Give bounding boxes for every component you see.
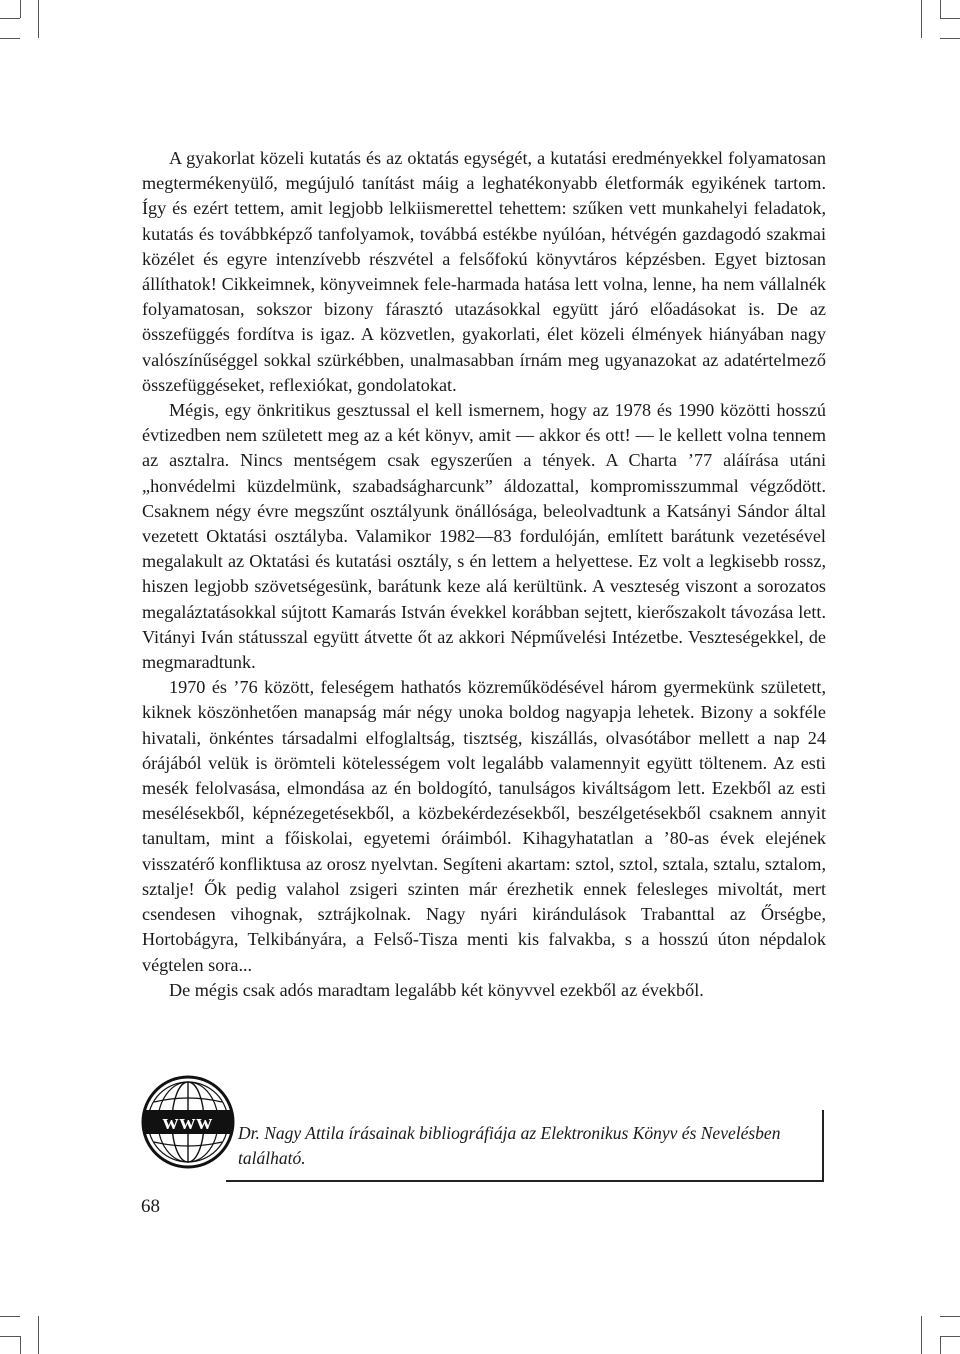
crop-mark: [38, 0, 39, 38]
crop-mark: [921, 0, 922, 38]
crop-mark: [0, 1316, 20, 1317]
page-number: 68: [141, 1196, 160, 1217]
crop-mark: [940, 1336, 941, 1354]
paragraph: Mégis, egy önkritikus gesztussal el kell ismernem, hogy az 1978 és 1990 közötti hosszú évtizedben nem született meg az a két könyv, amit — akkor és ott! — le kellett volna tennem az asztalra. Nincs mentségem csak egyszerűen a tények. A Charta ’77 aláírása utáni „honvédelmi küzdelmünk, szabadságharcunk” áldozattal, kompromisszummal végződött. Csaknem négy évre megszűnt osztályunk önállósága, beleolvadtunk a Katsányi Sándor által vezetett Oktatási osztályba. Valamikor 1982—83 fordulóján, említett barátunk vezetésével megalakult az Oktatási és kutatási osztály, s én lettem a helyettese. Ez volt a legkisebb rossz, hiszen legjobb szövetségesünk, barátunk keze alá kerültünk. A veszteség viszont a sorozatos megaláztatásokkal sújtott Kamarás István évekkel korábban sejtett, kierőszakolt távozása lett. Vitányi Iván státusszal együtt átvette őt az akkori Népművelési Intézetbe. Veszteségekkel, de megmaradtunk.: [142, 400, 826, 673]
crop-mark: [940, 0, 941, 18]
crop-mark: [940, 1316, 960, 1317]
crop-mark: [20, 1336, 21, 1354]
crop-mark: [940, 38, 960, 39]
crop-mark: [20, 0, 21, 18]
logo-text: www: [162, 1109, 214, 1134]
crop-mark: [0, 1336, 20, 1337]
body-text: [142, 146, 826, 1003]
crop-mark: [940, 1336, 960, 1337]
paragraph: A gyakorlat közeli kutatás és az oktatás egységét, a kutatási eredményekkel folyamatosan megtermékenyülő, megújuló tanítást máig a leghatékonyabb életformák egyikének tartom. Így és ezért tettem, amit legjobb lelkiismerettel tehettem: szűken vett munkahelyi feladatok, kutatás és továbbképző tanfolyamok, továbbá estékbe nyúlóan, hétvégén gazdagodó szakmai közélet és egyre intenzívebb részvétel a felsőfokú könyvtáros képzésben. Egyet biztosan állíthatok! Cikkeimnek, könyveimnek fele-harmada hatása lett volna, lenne, ha nem vállalnék folyamatosan, sokszor bizony fárasztó utazásokkal együtt járó előadásokat is. De az összefüggés fordítva is igaz. A közvetlen, gyakorlati, élet közeli élmények hiányában nagy valószínűséggel sokkal szürkébben, unalmasabban írnám meg ugyanazokat az adatértelmező összefüggéseket, reflexiókat, gondolatokat.: [142, 148, 826, 395]
paragraph: 1970 és ’76 között, feleségem hathatós közreműködésével három gyermekünk született, kiknek köszönhetően manapság már négy unoka boldog nagyapja lehetek. Bizony a sokféle hivatali, önkéntes társadalmi elfoglaltság, tisztség, kiszállás, olvasótábor mellett a nap 24 órájából velük is örömteli kötelességem volt legalább valamennyit együtt töltenem. Az esti mesék felolvasása, elmondása az én boldogító, tanulságos kiváltságom lett. Ezekből az esti mesélésekből, képnézegetésekből, a közbekérdezésekből, beszélgetésekből csaknem annyit tanultam, mint a főiskolai, egyetemi óráimból. Kihagyhatatlan a ’80-as évek elejének visszatérő konfliktusa az orosz nyelvtan. Segíteni akartam: sztol, sztol, sztala, sztalu, sztalom, sztalje! Ők pedig valahol zsigeri szinten már érezhetik ennek felesleges mivoltát, mert csendesen vihognak, sztrájkolnak. Nagy nyári kirándulások Trabanttal az Őrségbe, Hortobágyra, Telkibányára, a Felső-Tisza menti kis falvakba, s a hosszú úton népdalok végtelen sora...: [142, 677, 826, 975]
crop-mark: [38, 1316, 39, 1354]
www-globe-icon: [140, 1074, 236, 1170]
crop-mark: [0, 38, 20, 39]
note-text: Dr. Nagy Attila írásainak bibliográfiája az Elektronikus Könyv és Nevelésben található.: [238, 1123, 781, 1168]
paragraph: De mégis csak adós maradtam legalább két könyvvel ezekből az évekből.: [169, 979, 704, 1000]
crop-mark: [0, 18, 20, 19]
crop-mark: [921, 1316, 922, 1354]
crop-mark: [940, 18, 960, 19]
